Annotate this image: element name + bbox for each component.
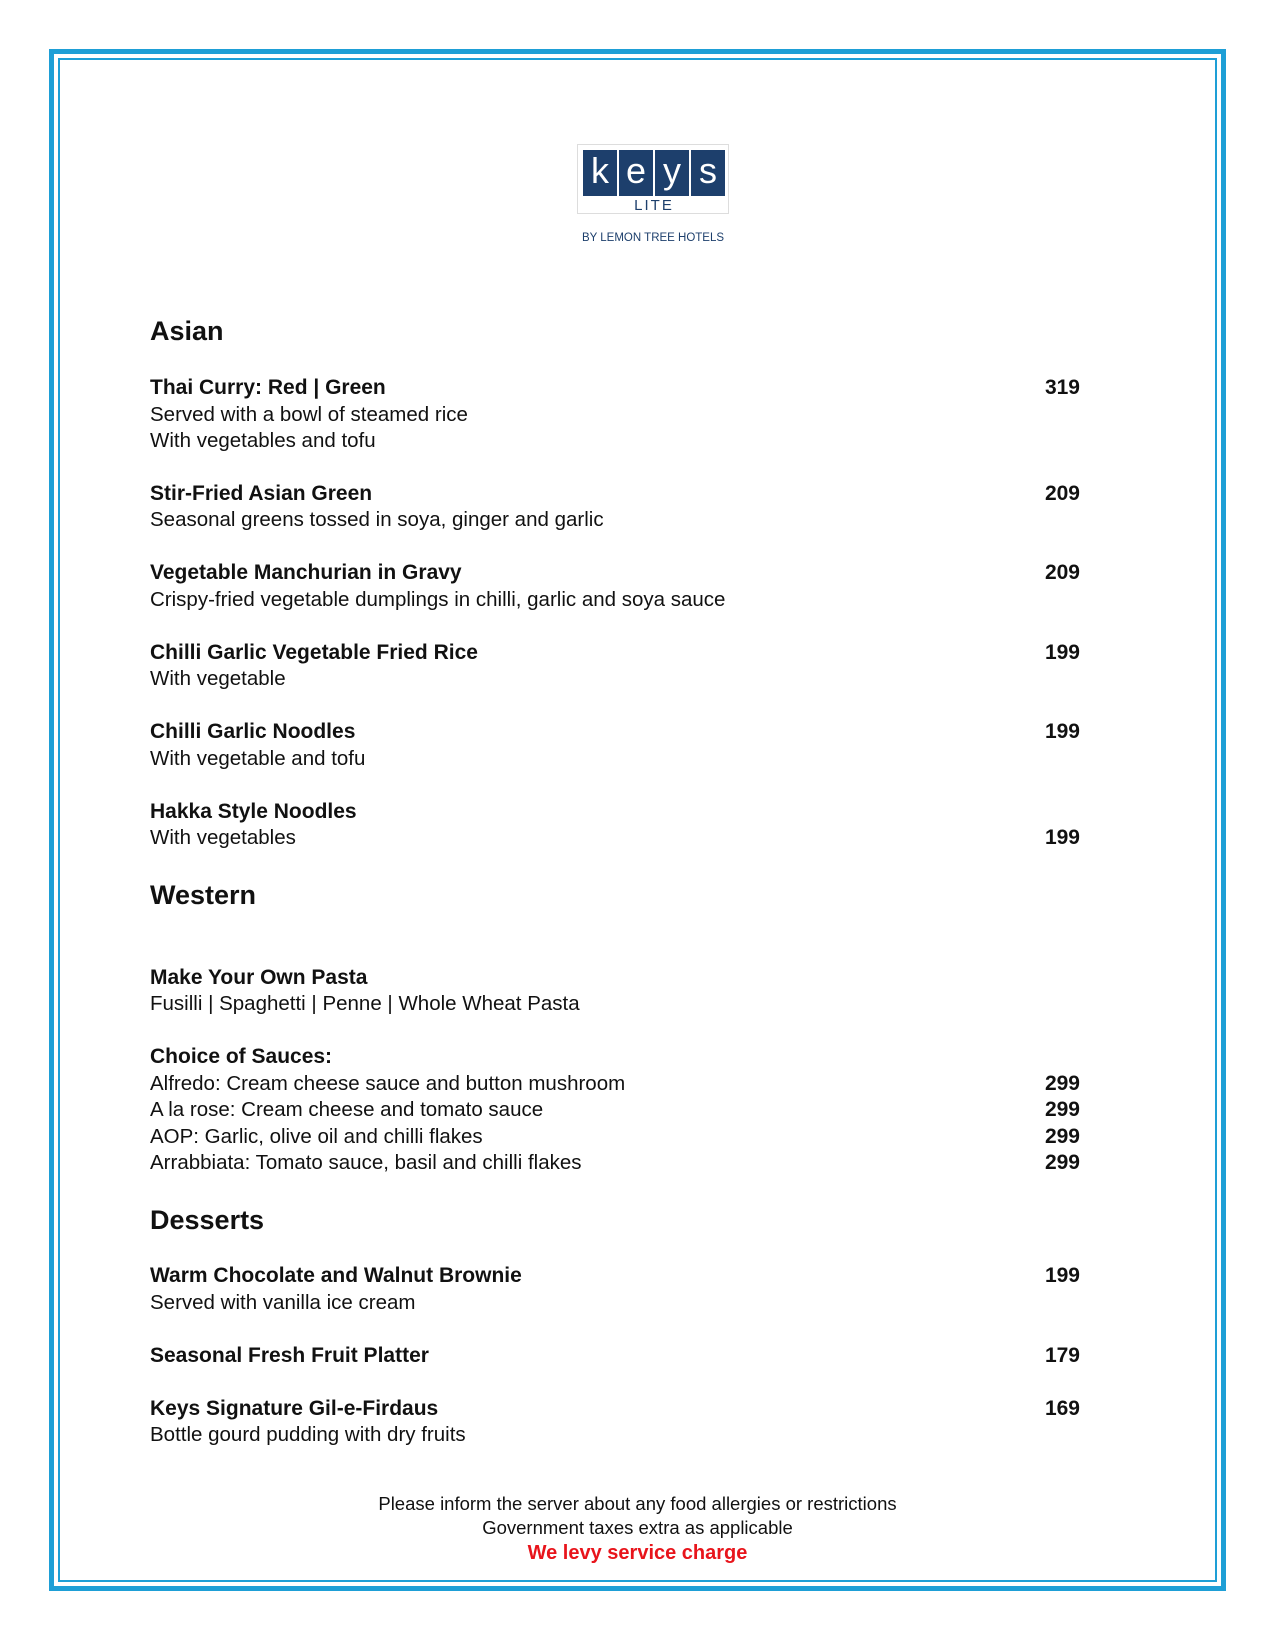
sauces-heading: Choice of Sauces: [150,1045,333,1068]
logo-letter: y [655,150,689,196]
section-title-desserts: Desserts [150,1205,265,1235]
logo-tagline: BY LEMON TREE HOTELS [581,232,725,244]
logo-box [577,144,729,214]
sauce-desc: AOP: Garlic, olive oil and chilli flakes [150,1125,483,1148]
logo-sub: LITE [634,197,674,214]
menu-item-name: Seasonal Fresh Fruit Platter [150,1344,429,1367]
logo-letter: s [691,150,725,196]
menu-item-name: Vegetable Manchurian in Gravy [150,561,462,584]
footer-tax-note: Government taxes extra as applicable [482,1517,793,1538]
menu-item-desc: With vegetable and tofu [150,747,366,770]
menu-item-price: 169 [1044,1397,1080,1420]
logo-letter: e [619,150,653,196]
sauce-price: 299 [1044,1151,1080,1174]
menu-item-price: 209 [1044,482,1080,505]
menu-item-name: Thai Curry: Red | Green [150,376,386,399]
menu-item-desc: Fusilli | Spaghetti | Penne | Whole Wheat Pasta [150,992,580,1015]
menu-item-price: 319 [1044,376,1080,399]
menu-item-desc: Bottle gourd pudding with dry fruits [150,1423,466,1446]
section-title-western: Western [150,880,257,910]
menu-item-name: Chilli Garlic Noodles [150,720,356,743]
sauce-price: 299 [1044,1098,1080,1121]
menu-item-name: Make Your Own Pasta [150,966,368,989]
menu-item-name: Chilli Garlic Vegetable Fried Rice [150,641,478,664]
menu-item-desc: With vegetable [150,667,286,690]
logo-letter: k [583,150,617,196]
menu-item-desc: Seasonal greens tossed in soya, ginger and garlic [150,508,604,531]
sauce-desc: A la rose: Cream cheese and tomato sauce [150,1098,544,1121]
menu-item-desc: Served with vanilla ice cream [150,1291,416,1314]
menu-item-name: Keys Signature Gil-e-Firdaus [150,1397,439,1420]
menu-item-desc: With vegetables and tofu [150,429,376,452]
menu-item-desc: With vegetables [150,826,296,849]
logo-wordmark [583,150,725,196]
footer-allergy-note: Please inform the server about any food allergies or restrictions [378,1493,897,1514]
footer-service-charge: We levy service charge [527,1542,748,1564]
menu-item-price: 209 [1044,561,1080,584]
sauce-desc: Arrabbiata: Tomato sauce, basil and chilli flakes [150,1151,582,1174]
menu-item-desc: Served with a bowl of steamed rice [150,403,468,426]
menu-item-name: Hakka Style Noodles [150,800,357,823]
menu-item-price: 199 [1044,641,1080,664]
keys-lite-logo [577,144,729,244]
sauce-price: 299 [1044,1125,1080,1148]
menu-item-name: Stir-Fried Asian Green [150,482,373,505]
sauce-price: 299 [1044,1072,1080,1095]
section-title-asian: Asian [150,316,224,346]
menu-item-price: 199 [1044,1264,1080,1287]
sauce-desc: Alfredo: Cream cheese sauce and button mushroom [150,1072,626,1095]
menu-item-name: Warm Chocolate and Walnut Brownie [150,1264,522,1287]
menu-item-desc: Crispy-fried vegetable dumplings in chilli, garlic and soya sauce [150,588,726,611]
menu-item-price: 199 [1044,826,1080,849]
menu-item-price: 179 [1044,1344,1080,1367]
menu-item-price: 199 [1044,720,1080,743]
